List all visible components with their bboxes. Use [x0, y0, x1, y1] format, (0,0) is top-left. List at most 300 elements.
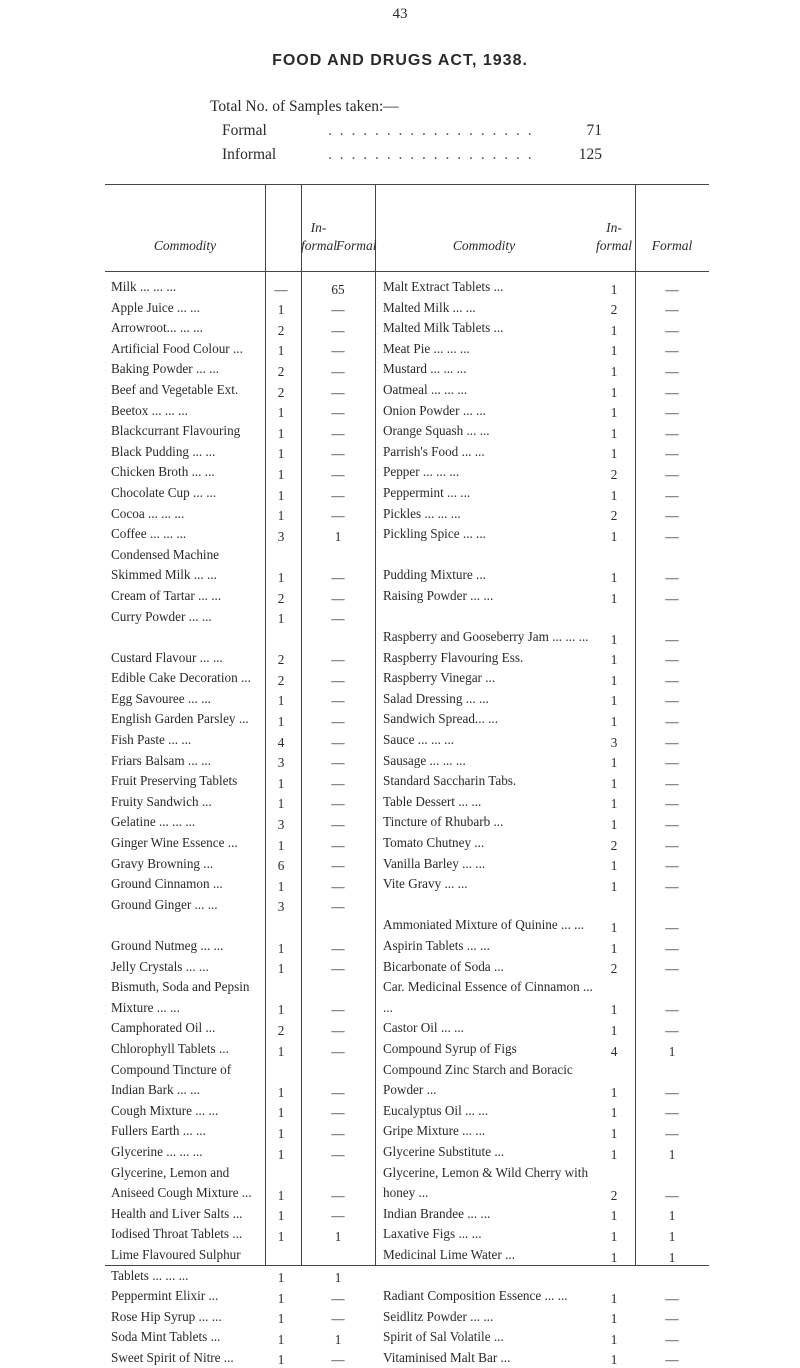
informal-count: 1 — [277, 446, 285, 462]
formal-count: — — [665, 425, 679, 441]
informal-count: 1 — [277, 1352, 285, 1368]
formal-count: — — [331, 611, 345, 627]
table-row — [383, 1101, 709, 1122]
commodity-name: Rose Hip Syrup ... ... — [111, 1308, 222, 1324]
formal-count: — — [665, 487, 679, 503]
table-row — [111, 627, 375, 648]
totals-formal-value: 71 — [586, 122, 602, 139]
informal-count: 1 — [277, 569, 285, 585]
commodity-name: Artificial Food Colour ... — [111, 340, 243, 356]
formal-count: — — [331, 1125, 345, 1141]
informal-count: 1 — [277, 302, 285, 318]
table-row — [383, 977, 709, 1018]
formal-count: — — [331, 672, 345, 688]
informal-count: 1 — [277, 487, 285, 503]
commodity-name: Pickling Spice ... ... — [383, 526, 486, 542]
informal-count: 1 — [277, 775, 285, 791]
formal-count: — — [331, 796, 345, 812]
commodity-name: Onion Powder ... ... — [383, 402, 486, 418]
commodity-name: English Garden Parsley ... — [111, 711, 249, 727]
table-row — [383, 359, 709, 380]
table-row — [111, 1224, 375, 1245]
table-row — [111, 359, 375, 380]
formal-count: — — [665, 734, 679, 750]
commodity-name: Tincture of Rhubarb ... — [383, 814, 504, 830]
informal-count: 1 — [277, 508, 285, 524]
totals-row-informal — [210, 143, 602, 167]
formal-count: — — [665, 466, 679, 482]
table-row — [111, 524, 375, 545]
table-row — [111, 1121, 375, 1142]
commodity-name: Gripe Mixture ... ... — [383, 1123, 486, 1139]
commodity-name: Fullers Earth ... ... — [111, 1123, 206, 1139]
formal-count: — — [665, 755, 679, 771]
header-formal-left: Formal — [336, 238, 377, 253]
informal-count: 1 — [610, 1125, 618, 1141]
formal-count: — — [665, 1290, 679, 1306]
commodity-name: Sausage ... ... ... — [383, 752, 466, 768]
commodity-name: Peppermint ... ... — [383, 484, 471, 500]
table-row — [383, 1204, 709, 1225]
table-row — [383, 1039, 709, 1060]
commodity-name: Orange Squash ... ... — [383, 423, 490, 439]
informal-count: 1 — [610, 1311, 618, 1327]
formal-count: — — [331, 1084, 345, 1100]
informal-count: 1 — [610, 1022, 618, 1038]
table-row — [111, 812, 375, 833]
left-commodity-column — [111, 277, 375, 1368]
informal-count: 1 — [610, 1228, 618, 1244]
header-informal-right: In- formal — [595, 220, 632, 253]
commodity-name: Radiant Composition Essence ... ... — [383, 1288, 568, 1304]
formal-count: — — [665, 1352, 679, 1368]
table-row — [111, 462, 375, 483]
table-row — [111, 977, 375, 1018]
commodity-name: Table Dessert ... ... — [383, 793, 482, 809]
table-row — [111, 442, 375, 463]
commodity-name: Car. Medicinal Essence of Cinnamon ... ... — [383, 979, 593, 1015]
formal-count: 1 — [334, 1331, 342, 1347]
formal-count: — — [665, 405, 679, 421]
table-row — [111, 957, 375, 978]
formal-count: — — [331, 734, 345, 750]
formal-count: — — [665, 446, 679, 462]
table-row — [111, 936, 375, 957]
table-row — [111, 833, 375, 854]
table-row — [111, 730, 375, 751]
commodity-name: Sweet Spirit of Nitre ... — [111, 1349, 234, 1365]
commodity-name: Beef and Vegetable Ext. — [111, 381, 239, 397]
informal-count: 1 — [277, 1084, 285, 1100]
commodity-name: Milk ... ... ... — [111, 279, 177, 294]
formal-count: — — [665, 322, 679, 338]
commodity-name: Tomato Chutney ... — [383, 835, 485, 851]
informal-count: 1 — [277, 837, 285, 853]
totals-informal-label: Informal — [222, 146, 277, 163]
informal-count: 1 — [610, 528, 618, 544]
samples-table — [105, 184, 709, 1368]
formal-count: 1 — [334, 1270, 342, 1286]
commodity-name: Iodised Throat Tablets ... — [111, 1226, 243, 1242]
formal-count: — — [665, 1187, 679, 1203]
commodity-name: Curry Powder ... ... — [111, 608, 212, 624]
header-commodity-right: Commodity — [452, 238, 516, 253]
header-commodity-left: Commodity — [153, 238, 217, 253]
table-row — [383, 298, 709, 319]
table-row — [383, 401, 709, 422]
table-row — [111, 1327, 375, 1348]
formal-count: 1 — [334, 528, 342, 544]
informal-count: 1 — [610, 343, 618, 359]
commodity-name: Bicarbonate of Soda ... — [383, 958, 504, 974]
commodity-name: Vite Gravy ... ... — [383, 876, 468, 892]
commodity-name: Peppermint Elixir ... — [111, 1288, 219, 1304]
table-row — [383, 545, 709, 586]
commodity-name: Pepper ... ... ... — [383, 464, 460, 480]
informal-count: 2 — [610, 466, 618, 482]
formal-count: — — [331, 1002, 345, 1018]
commodity-name: Black Pudding ... ... — [111, 443, 216, 459]
formal-count: — — [331, 384, 345, 400]
table-row — [383, 1327, 709, 1348]
informal-count: 1 — [610, 858, 618, 874]
commodity-name: Ammoniated Mixture of Quinine ... ... — [383, 917, 585, 933]
informal-count: 2 — [277, 590, 285, 606]
totals-informal-dots: . . . . . . . . . . . . . . . . . . — [328, 146, 534, 163]
totals-row-formal — [210, 119, 602, 143]
table-row — [111, 1039, 375, 1060]
table-row — [383, 874, 709, 895]
formal-count: — — [665, 302, 679, 318]
informal-count: 1 — [610, 796, 618, 812]
table-row — [383, 524, 709, 545]
formal-count: — — [665, 528, 679, 544]
formal-count: — — [331, 775, 345, 791]
commodity-name: Raspberry Flavouring Ess. — [383, 649, 524, 665]
sample-totals — [210, 95, 602, 167]
commodity-name: Glycerine, Lemon & Wild Cherry with honey ... — [383, 1164, 589, 1201]
formal-count: — — [331, 940, 345, 956]
table-row — [111, 854, 375, 875]
totals-formal-dots: . . . . . . . . . . . . . . . . . . — [328, 122, 534, 139]
informal-count: 1 — [610, 569, 618, 585]
informal-count: 1 — [610, 1208, 618, 1224]
informal-count: 1 — [610, 487, 618, 503]
informal-count: 1 — [277, 796, 285, 812]
commodity-name: Chocolate Cup ... ... — [111, 484, 217, 500]
formal-count: — — [331, 652, 345, 668]
formal-count: — — [331, 899, 345, 915]
table-row — [111, 689, 375, 710]
formal-count: — — [331, 590, 345, 606]
informal-count: 1 — [277, 1187, 285, 1203]
informal-count: 1 — [277, 878, 285, 894]
table-row — [383, 668, 709, 689]
table-row — [383, 1163, 709, 1204]
table-row — [383, 1121, 709, 1142]
table-row — [111, 401, 375, 422]
table-row — [111, 895, 375, 916]
informal-count: 2 — [277, 322, 285, 338]
table-row — [383, 812, 709, 833]
commodity-name: Laxative Figs ... ... — [383, 1226, 482, 1242]
informal-count: 1 — [610, 1290, 618, 1306]
informal-count: 2 — [610, 508, 618, 524]
formal-count: — — [665, 714, 679, 730]
table-row — [111, 668, 375, 689]
commodity-name: Blackcurrant Flavouring — [111, 423, 241, 439]
commodity-name: Fish Paste ... ... — [111, 732, 192, 748]
table-row — [111, 771, 375, 792]
informal-count: 1 — [277, 714, 285, 730]
formal-count: 65 — [331, 281, 345, 297]
formal-count: — — [331, 1290, 345, 1306]
table-row — [111, 1018, 375, 1039]
informal-count: 1 — [277, 1146, 285, 1162]
commodity-name: Compound Syrup of Figs — [383, 1040, 517, 1056]
formal-count: — — [331, 302, 345, 318]
table-row — [383, 1018, 709, 1039]
informal-count: 1 — [610, 652, 618, 668]
informal-count: 1 — [610, 1146, 618, 1162]
table-row — [111, 421, 375, 442]
table-row — [111, 483, 375, 504]
commodity-name: Gravy Browning ... — [111, 855, 214, 871]
commodity-name: Raspberry Vinegar ... — [383, 670, 496, 686]
table-row — [111, 1101, 375, 1122]
commodity-name: Vitaminised Malt Bar ... — [383, 1349, 511, 1365]
commodity-name: Pickles ... ... ... — [383, 505, 461, 521]
commodity-name: Arrowroot... ... ... — [111, 320, 203, 336]
commodity-name: Chlorophyll Tablets ... — [111, 1040, 229, 1056]
table-row — [111, 1204, 375, 1225]
commodity-name: Pudding Mixture ... — [383, 567, 486, 583]
table-row — [111, 792, 375, 813]
formal-count: — — [665, 858, 679, 874]
informal-count: 2 — [277, 652, 285, 668]
informal-count: 1 — [610, 631, 618, 647]
table-row — [383, 318, 709, 339]
commodity-name: Sandwich Spread... ... — [383, 711, 499, 727]
formal-count: — — [665, 940, 679, 956]
commodity-name: Gelatine ... ... ... — [111, 814, 196, 830]
right-commodity-column — [383, 277, 709, 1368]
formal-count: — — [665, 1125, 679, 1141]
informal-count: 3 — [277, 817, 285, 833]
table-row — [383, 792, 709, 813]
formal-count: — — [331, 1208, 345, 1224]
table-row — [383, 957, 709, 978]
formal-count: — — [665, 1084, 679, 1100]
informal-count: 1 — [277, 940, 285, 956]
informal-count: 1 — [610, 878, 618, 894]
commodity-name: Soda Mint Tablets ... — [111, 1329, 221, 1345]
table-row — [383, 730, 709, 751]
informal-count: 2 — [277, 1022, 285, 1038]
commodity-name: Seidlitz Powder ... ... — [383, 1308, 494, 1324]
table-row — [383, 1060, 709, 1101]
table-row — [383, 1266, 709, 1307]
totals-informal-value: 125 — [578, 146, 602, 163]
informal-count: 1 — [277, 1105, 285, 1121]
informal-count: 1 — [277, 425, 285, 441]
commodity-name: Glycerine Substitute ... — [383, 1143, 505, 1159]
formal-count: — — [331, 1043, 345, 1059]
commodity-name: Friars Balsam ... ... — [111, 752, 211, 768]
commodity-name: Standard Saccharin Tabs. — [383, 773, 517, 789]
commodity-name: Malt Extract Tablets ... — [383, 279, 504, 294]
table-row — [111, 709, 375, 730]
informal-count: 1 — [610, 920, 618, 935]
table-row — [383, 421, 709, 442]
formal-count: 1 — [668, 1146, 676, 1162]
informal-count: 1 — [277, 1002, 285, 1018]
formal-count: — — [331, 322, 345, 338]
page-number: 43 — [392, 6, 408, 22]
formal-count: — — [331, 569, 345, 585]
commodity-name: Cream of Tartar ... ... — [111, 587, 222, 603]
table-row — [111, 1245, 375, 1286]
commodity-name: Ground Nutmeg ... ... — [111, 938, 224, 953]
table-row — [111, 318, 375, 339]
informal-count: 1 — [610, 1002, 618, 1018]
table-row — [383, 483, 709, 504]
informal-count: 1 — [610, 714, 618, 730]
formal-count: — — [331, 714, 345, 730]
informal-count: 1 — [610, 322, 618, 338]
formal-count: — — [665, 796, 679, 812]
informal-count: 1 — [277, 961, 285, 977]
formal-count: — — [331, 837, 345, 853]
header-divider — [105, 271, 709, 272]
formal-count: — — [665, 281, 679, 297]
formal-count: — — [331, 817, 345, 833]
formal-count: — — [665, 837, 679, 853]
formal-count: — — [331, 363, 345, 379]
table-row — [111, 915, 375, 936]
table-row — [111, 607, 375, 628]
informal-count: 1 — [610, 755, 618, 771]
formal-count: 1 — [668, 1043, 676, 1059]
informal-count: 4 — [277, 734, 285, 750]
formal-count: — — [665, 652, 679, 668]
commodity-name: Sauce ... ... ... — [383, 732, 455, 748]
formal-count: — — [665, 1002, 679, 1018]
informal-count: 3 — [277, 528, 285, 544]
table-row — [111, 874, 375, 895]
commodity-name: Glycerine, Lemon and Aniseed Cough Mixture ... — [111, 1164, 252, 1201]
commodity-name: Oatmeal ... ... ... — [383, 381, 468, 397]
commodity-name: Condensed Machine Skimmed Milk ... ... — [111, 546, 220, 583]
commodity-name: Ground Cinnamon ... — [111, 876, 223, 892]
informal-count: 2 — [610, 837, 618, 853]
informal-count: 1 — [610, 446, 618, 462]
formal-count: — — [665, 1022, 679, 1038]
commodity-name: Ginger Wine Essence ... — [111, 835, 238, 851]
commodity-name: Bismuth, Soda and Pepsin Mixture ... ... — [111, 979, 250, 1015]
formal-count: — — [331, 1352, 345, 1368]
table-row — [383, 462, 709, 483]
table-row — [111, 1286, 375, 1307]
informal-count: 1 — [277, 611, 285, 627]
commodity-name: Medicinal Lime Water ... — [383, 1246, 515, 1262]
informal-count: 1 — [277, 1208, 285, 1224]
table-row — [111, 504, 375, 525]
commodity-name: Fruit Preserving Tablets — [111, 773, 238, 789]
informal-count: 3 — [277, 899, 285, 915]
table-row — [111, 1163, 375, 1204]
commodity-name: Castor Oil ... ... — [383, 1020, 464, 1036]
formal-count: — — [331, 693, 345, 709]
commodity-name: Chicken Broth ... ... — [111, 464, 215, 480]
table-row — [383, 1307, 709, 1328]
commodity-name: Glycerine ... ... ... — [111, 1143, 203, 1159]
informal-count: 1 — [277, 1228, 285, 1244]
informal-count: 1 — [277, 1331, 285, 1347]
informal-count: 1 — [610, 672, 618, 688]
formal-count: — — [665, 631, 679, 647]
informal-count: 1 — [610, 1105, 618, 1121]
commodity-name: Apple Juice ... ... — [111, 299, 200, 315]
table-row — [383, 380, 709, 401]
commodity-name: Mustard ... ... ... — [383, 361, 467, 377]
header-informal-left: In- formal — [301, 220, 338, 253]
commodity-name: Lime Flavoured Sulphur Tablets ... ... ... — [111, 1246, 241, 1283]
formal-count: — — [331, 1022, 345, 1038]
formal-count: 1 — [668, 1228, 676, 1244]
informal-count: 4 — [610, 1043, 618, 1059]
commodity-name: Custard Flavour ... ... — [111, 649, 223, 665]
commodity-name: Compound Zinc Starch and Boracic Powder ... — [383, 1061, 573, 1098]
informal-count: 1 — [610, 281, 618, 297]
commodity-name: Jelly Crystals ... ... — [111, 958, 209, 974]
commodity-name: Malted Milk ... ... — [383, 299, 476, 315]
formal-count: — — [331, 487, 345, 503]
informal-count: 1 — [277, 1043, 285, 1059]
commodity-name: Health and Liver Salts ... — [111, 1205, 243, 1221]
table-row — [111, 586, 375, 607]
table-row — [383, 504, 709, 525]
informal-count: 2 — [610, 302, 618, 318]
formal-count: — — [665, 363, 679, 379]
informal-count: 6 — [277, 858, 285, 874]
formal-count: — — [665, 508, 679, 524]
formal-count: — — [665, 672, 679, 688]
commodity-name: Salad Dressing ... ... — [383, 690, 489, 706]
formal-count: 1 — [334, 1228, 342, 1244]
formal-count: 1 — [668, 1208, 676, 1224]
table-row — [111, 380, 375, 401]
formal-count: — — [665, 569, 679, 585]
totals-label: Total No. of Samples taken:— — [210, 98, 399, 115]
informal-count: 1 — [277, 1270, 285, 1286]
column-divider — [375, 185, 376, 1265]
table-row — [383, 1224, 709, 1245]
formal-count: — — [331, 343, 345, 359]
informal-count: 2 — [277, 363, 285, 379]
commodity-name: Vanilla Barley ... ... — [383, 855, 486, 871]
commodity-name: Cough Mixture ... ... — [111, 1102, 219, 1118]
table-row — [383, 771, 709, 792]
formal-count: — — [331, 446, 345, 462]
formal-count: — — [665, 920, 679, 935]
commodity-name: Compound Tincture of Indian Bark ... ... — [111, 1061, 232, 1098]
table-row — [383, 751, 709, 772]
table-row — [383, 854, 709, 875]
formal-count: — — [331, 878, 345, 894]
formal-count: — — [331, 466, 345, 482]
informal-count: 1 — [277, 343, 285, 359]
